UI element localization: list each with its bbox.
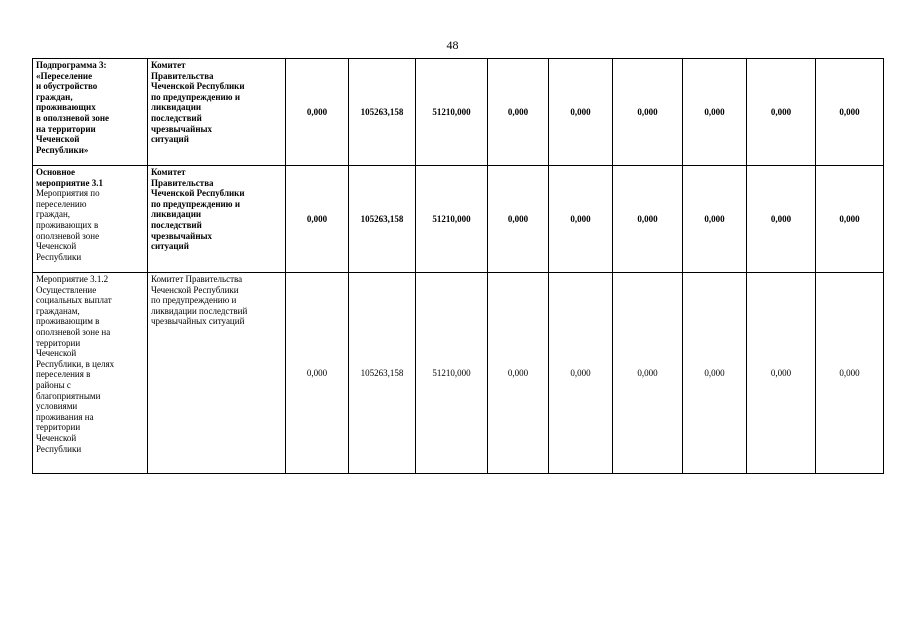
activity-name-line: гражданам, xyxy=(36,305,80,316)
executor-line: ситуаций xyxy=(151,134,189,145)
program-name-line: «Переселение xyxy=(36,70,93,81)
activity-name-line: районы с xyxy=(36,379,71,390)
activity-name-line: Мероприятие 3.1.2 xyxy=(36,274,109,284)
table-row xyxy=(33,273,884,474)
executor-cell xyxy=(148,59,286,166)
executor-line: Правительства xyxy=(151,177,214,188)
activity-name-line: проживания на xyxy=(36,411,94,422)
executor-line: Комитет xyxy=(151,167,186,177)
table-row xyxy=(33,166,884,273)
executor-line: ликвидации xyxy=(151,102,202,113)
activity-name-line: переселению xyxy=(36,198,87,209)
value-cell: 0,000 xyxy=(613,273,683,474)
activity-name-line: граждан, xyxy=(36,209,71,220)
executor-line: Комитет Правительства xyxy=(151,274,243,284)
main-activity-name-cell xyxy=(33,166,148,273)
budget-table xyxy=(32,58,884,474)
value-cell: 0,000 xyxy=(549,166,613,273)
executor-line: последствий xyxy=(151,112,202,123)
value-cell: 0,000 xyxy=(747,166,816,273)
executor-line: Комитет xyxy=(151,60,186,70)
value-cell: 51210,000 xyxy=(416,273,488,474)
activity-name-line: благоприятными xyxy=(36,390,101,401)
value-cell: 0,000 xyxy=(488,59,549,166)
executor-line: ликвидации xyxy=(151,209,202,220)
executor-line: ликвидации последствий xyxy=(151,305,248,316)
activity-name-line: переселения в xyxy=(36,369,91,380)
page-number: 48 xyxy=(446,38,459,52)
value-cell: 0,000 xyxy=(683,59,747,166)
program-name-cell xyxy=(33,59,148,166)
value-cell: 0,000 xyxy=(488,273,549,474)
activity-name-line: Чеченской xyxy=(36,432,77,443)
activity-name-line: Чеченской xyxy=(36,241,77,252)
executor-line: последствий xyxy=(151,219,202,230)
activity-name-line: территории xyxy=(36,337,81,348)
value-cell: 0,000 xyxy=(488,166,549,273)
executor-line: ситуаций xyxy=(151,241,189,252)
executor-cell xyxy=(148,273,286,474)
program-name-line: Подпрограмма 3: xyxy=(36,60,107,70)
executor-line: Правительства xyxy=(151,70,214,81)
activity-name-line: проживающим в xyxy=(36,316,100,327)
activity-name-line: Республики xyxy=(36,251,82,262)
program-name-line: Чеченской xyxy=(36,134,80,145)
value-cell: 0,000 xyxy=(816,59,884,166)
executor-line: по предупреждению и xyxy=(151,91,240,102)
activity-name-line: Республики xyxy=(36,443,82,454)
program-name-line: Республики» xyxy=(36,144,89,155)
executor-line: чрезвычайных ситуаций xyxy=(151,316,245,327)
executor-line: Чеченской Республики xyxy=(151,188,245,199)
activity-name-line: Основное xyxy=(36,167,75,177)
value-cell: 105263,158 xyxy=(349,166,416,273)
program-name-line: граждан, xyxy=(36,91,73,102)
executor-cell xyxy=(148,166,286,273)
value-cell: 51210,000 xyxy=(416,166,488,273)
value-cell: 0,000 xyxy=(549,273,613,474)
activity-name-line: оползневой зоне на xyxy=(36,326,111,337)
activity-name-line: Республики, в целях xyxy=(36,358,115,369)
value-cell: 0,000 xyxy=(286,59,349,166)
value-cell: 51210,000 xyxy=(416,59,488,166)
value-cell: 105263,158 xyxy=(349,273,416,474)
value-cell: 0,000 xyxy=(613,59,683,166)
activity-name-line: социальных выплат xyxy=(36,295,112,306)
table-row xyxy=(33,59,884,166)
executor-line: по предупреждению и xyxy=(151,198,240,209)
activity-name-line: Осуществление xyxy=(36,284,97,295)
value-cell: 0,000 xyxy=(286,273,349,474)
executor-line: Чеченской Республики xyxy=(151,81,245,92)
activity-name-line: оползневой зоне xyxy=(36,230,100,241)
activity-name-line: проживающих в xyxy=(36,219,99,230)
activity-name-line: территории xyxy=(36,422,81,433)
activity-name-line: условиями xyxy=(36,401,78,412)
sub-activity-name-cell xyxy=(33,273,148,474)
executor-line: чрезвычайных xyxy=(151,230,213,241)
program-name-line: и обустройство xyxy=(36,81,98,92)
value-cell: 0,000 xyxy=(747,59,816,166)
activity-name-line: Мероприятия по xyxy=(36,188,100,199)
program-name-line: проживающих xyxy=(36,102,96,113)
value-cell: 0,000 xyxy=(613,166,683,273)
value-cell: 0,000 xyxy=(816,273,884,474)
executor-line: по предупреждению и xyxy=(151,295,237,306)
value-cell: 0,000 xyxy=(683,166,747,273)
executor-line: чрезвычайных xyxy=(151,123,213,134)
executor-line: Чеченской Республики xyxy=(151,284,239,295)
value-cell: 0,000 xyxy=(816,166,884,273)
program-name-line: на территории xyxy=(36,123,96,134)
value-cell: 0,000 xyxy=(747,273,816,474)
activity-name-line: мероприятие 3.1 xyxy=(36,177,103,188)
value-cell: 0,000 xyxy=(286,166,349,273)
value-cell: 0,000 xyxy=(683,273,747,474)
value-cell: 0,000 xyxy=(549,59,613,166)
program-name-line: в оползневой зоне xyxy=(36,112,110,123)
activity-name-line: Чеченской xyxy=(36,348,77,359)
value-cell: 105263,158 xyxy=(349,59,416,166)
